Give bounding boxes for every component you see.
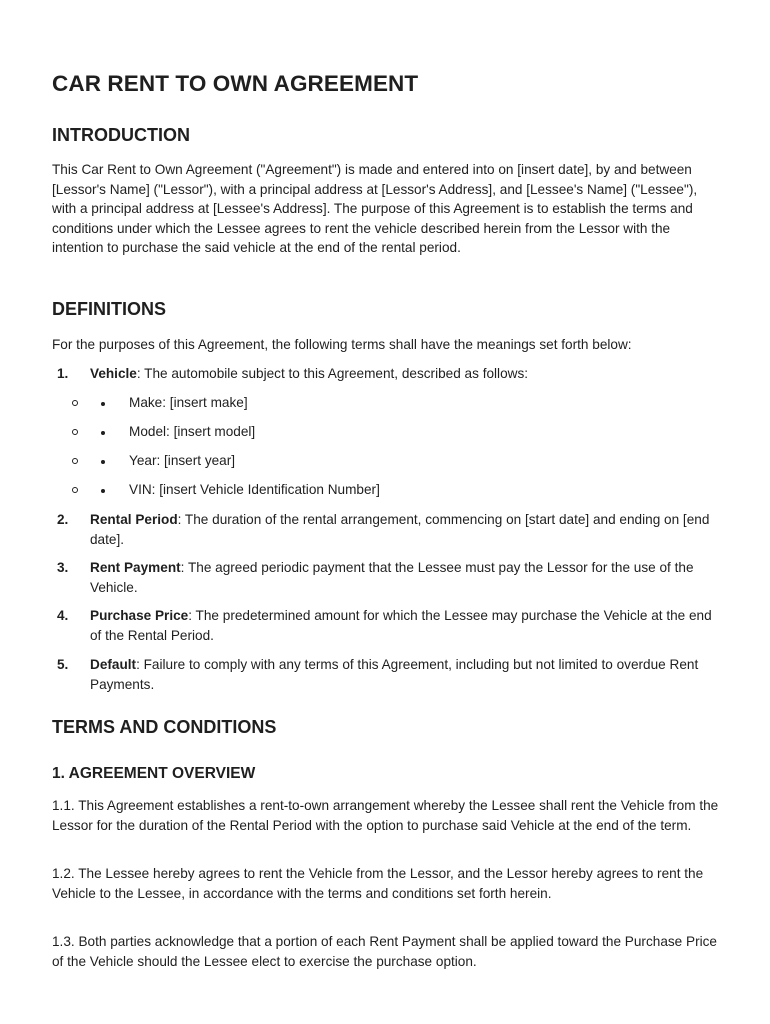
item-term: Purchase Price [90,608,189,623]
hollow-bullet-icon [72,429,78,435]
item-number: 2. [57,512,69,527]
item-term: Vehicle [90,366,137,381]
item-number: 3. [57,560,69,575]
item-body [90,364,720,384]
subitem-text: VIN: [insert Vehicle Identification Number] [129,482,380,497]
terms-heading: TERMS AND CONDITIONS [52,717,277,737]
introduction-paragraph: This Car Rent to Own Agreement ("Agreement") is made and entered into on [insert date], by and between [Lessor's Name] ("Lessor"), with a principal address at [Lessor's Address], and [Lessee's Name] ("Lessee"), with a principal address at [Lessee's Address]. The purpose of this Agreement is to establish the terms and conditions under which the Lessee agrees to rent the vehicle described herein from the Lessor with the intention to purchase the said vehicle at the end of the rental period. [52,162,698,255]
item-text: : The predetermined amount for which the Lessee may purchase the Vehicle at the end of the Rental Period. [90,608,712,643]
hollow-bullet-icon [72,400,78,406]
item-number: 4. [57,608,69,623]
item-term: Default [90,657,137,672]
item-term: Rent Payment [90,560,181,575]
introduction-heading: INTRODUCTION [52,125,190,145]
item-body [90,655,720,694]
item-term: Rental Period [90,512,178,527]
item-text: : The duration of the rental arrangement, commencing on [start date] and ending on [end date]. [90,512,710,547]
subitem-text: Year: [insert year] [129,453,236,468]
vehicle-subitem-model [52,422,722,442]
agreement-overview-heading: 1. AGREEMENT OVERVIEW [52,765,256,782]
item-number: 5. [57,657,69,672]
item-text: : The automobile subject to this Agreement, described as follows: [136,366,529,381]
clause-1-2: 1.2. The Lessee hereby agrees to rent the Vehicle from the Lessor, and the Lessor hereby agrees to rent the Vehicle to the Lessee, in accordance with the terms and conditions set forth herein. [52,866,704,901]
vehicle-subitem-vin [52,480,722,500]
item-text: : The agreed periodic payment that the Lessee must pay the Lessor for the use of the Vehicle. [90,560,694,595]
item-body [90,558,720,597]
bullet-icon [101,460,105,464]
subitem-text: Model: [insert model] [129,424,256,439]
hollow-bullet-icon [72,487,78,493]
bullet-icon [101,489,105,493]
item-body [90,606,720,645]
item-body [90,510,720,549]
hollow-bullet-icon [72,458,78,464]
vehicle-subitem-make [52,393,722,413]
vehicle-subitem-year [52,451,722,471]
item-text: : Failure to comply with any terms of this Agreement, including but not limited to overdue Rent Payments. [90,657,699,692]
clause-1-1: 1.1. This Agreement establishes a rent-to-own arrangement whereby the Lessee shall rent the Vehicle from the Lessor for the duration of the Rental Period with the option to purchase said Vehicle at the end of the term. [52,798,719,833]
clause-1-3: 1.3. Both parties acknowledge that a portion of each Rent Payment shall be applied toward the Purchase Price of the Vehicle should the Lessee elect to exercise the purchase option. [52,934,717,969]
definitions-intro: For the purposes of this Agreement, the following terms shall have the meanings set forth below: [52,337,632,352]
bullet-icon [101,402,105,406]
definitions-heading: DEFINITIONS [52,299,167,319]
bullet-icon [101,431,105,435]
item-number: 1. [57,366,69,381]
subitem-text: Make: [insert make] [129,395,248,410]
document-title: CAR RENT TO OWN AGREEMENT [52,71,419,96]
